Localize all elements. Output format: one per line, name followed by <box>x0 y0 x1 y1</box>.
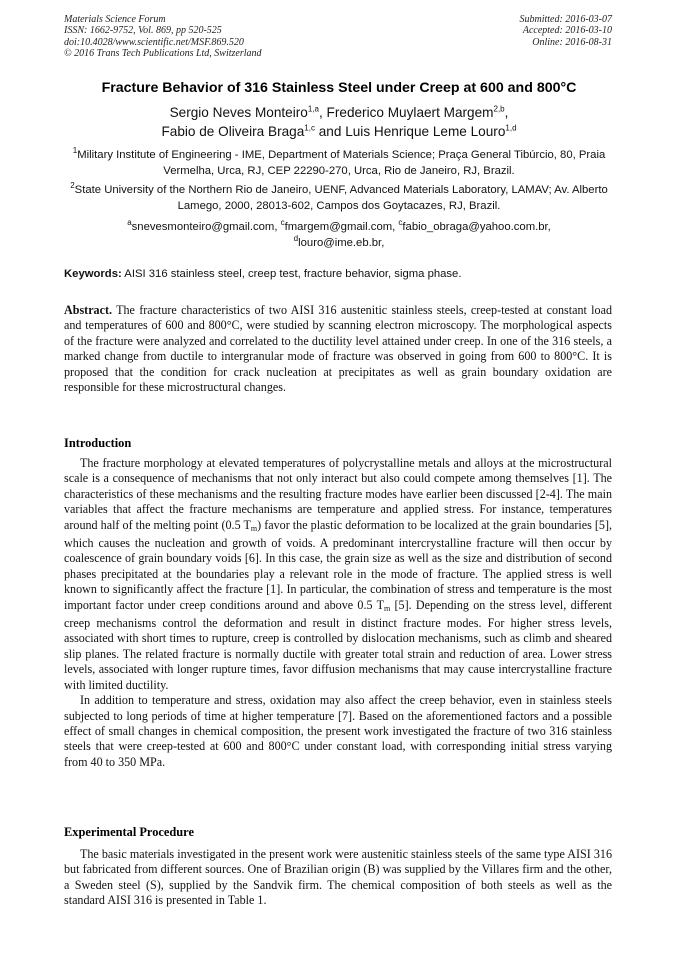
affiliation-sup: 2 <box>70 181 75 191</box>
email-b[interactable]: fmargem@gmail.com <box>284 221 393 233</box>
copyright-line: © 2016 Trans Tech Publications Ltd, Switzerland <box>64 47 262 59</box>
author-name: Frederico Muylaert Margem <box>326 105 494 120</box>
experimental-heading: Experimental Procedure <box>64 825 194 839</box>
submitted-date: Submitted: 2016-03-07 <box>519 14 612 25</box>
email-c[interactable]: fabio_obraga@yahoo.com.br <box>402 221 548 233</box>
experimental-body <box>64 847 612 909</box>
introduction-paragraph-1: The fracture morphology at elevated temperatures of polycrystalline metals and alloys at the microstructural scale is a consequence of mechanisms that not only interact but also could compete among themselves [1]. The characteristics of these mechanisms and the resulting fracture modes have earlier been discussed [2-4]. The main variables that affect the fracture mechanisms are temperature and applied stress. For instance, temperatures around half of the melting point (0.5 $T_m$) favor the plastic deformation to be localized at the grain boundaries [5], which causes the nucleation and growth of voids. A predominant intercrystalline fracture will then occur by coalescence of grain boundary voids [6]. In this case, the grain size as well as the size and distribution of second phases precipitated at the boundaries play a relevant role in the mode of fracture. The applied stress is well known to significantly affect the fracture [1]. In particular, the combination of stress and temperature is the most important factor under creep conditions around and above 0.5 $T_m$ [5]. Depending on the stress level, different creep mechanisms control the deformation and result in distinct fracture modes. For higher stress levels, associated with short times to rupture, creep is controlled by dislocation mechanisms, such as climb and sheared slip planes. The related fracture is normally ductile with greater total strain and reduction of area. Lower stress levels, associated with longer rupture times, favor diffusion mechanisms that may cause intercrystalline fracture with limited ductility. <box>64 456 612 692</box>
author-list <box>40 103 638 141</box>
introduction-body <box>64 456 612 770</box>
affiliation-2 <box>60 183 618 214</box>
affiliation-1 <box>60 148 618 179</box>
keywords <box>64 268 612 280</box>
journal-info <box>64 14 262 59</box>
author-name: Fabio de Oliveira Braga <box>161 124 305 139</box>
email-a[interactable]: snevesmonteiro@gmail.com <box>131 221 275 233</box>
author-sup: 2,b <box>493 104 505 114</box>
online-date: Online: 2016-08-31 <box>532 36 612 48</box>
introduction-heading: Introduction <box>64 436 132 450</box>
author-sup: 1,c <box>304 123 315 133</box>
author-sup: 1,d <box>505 123 517 133</box>
author-line-1: Sergio Neves Monteiro$^{1,a}$, Frederico Muylaert Margem$^{2,b}$, <box>169 104 509 120</box>
paper-title: Fracture Behavior of 316 Stainless Steel under Creep at 600 and 800°C <box>101 80 577 96</box>
affiliation-text: Military Institute of Engineering - IME, Department of Materials Science; Praça General Tibúrcio, 80, Praia Vermelha, Urca, RJ, CEP 22290-270, Urca, Rio de Janeiro, RJ, Brazil. <box>77 149 606 177</box>
dates-info <box>520 14 613 48</box>
affiliation-sup: 1 <box>72 146 78 156</box>
abstract <box>64 303 612 395</box>
author-sup: 1,a <box>307 104 319 114</box>
introduction-paragraph-2: In addition to temperature and stress, oxidation may also affect the creep behavior, even in stainless steels subjected to long periods of time at higher temperature [7]. Based on the aforementioned factors and a possible effect of small changes in chemical composition, the present work investigated the fracture of two 316 stainless steels that were creep-tested at 600 and 800°C under constant load, with corresponding initial stress varying from 40 to 350 MPa. <box>64 693 612 769</box>
doi-line: doi:10.4028/www.scientific.net/MSF.869.520 <box>64 36 244 48</box>
author-name: Luis Henrique Leme Louro <box>345 124 506 139</box>
experimental-paragraph-1: The basic materials investigated in the present work were austenitic stainless steels of the same type AISI 316 but fabricated from different sources. One of Brazilian origin (B) was supplied by the Villares firm and the other, a Sweden steel (S), supplied by the Sandvik firm. The chemical composition of both steels as well as the standard AISI 316 is presented in Table 1. <box>64 847 612 908</box>
keywords-label: Keywords: <box>64 268 122 280</box>
abstract-text: The fracture characteristics of two AISI 316 austenitic stainless steels, creep-tested at constant load and temperatures of 600 and 800°C, were studied by scanning electron microscopy. The morphological aspects of the fracture were analyzed and correlated to the ductility level attained under creep. In one of the 316 steels, a marked change from ductile to intergranular mode of fracture was observed in going from 600 to 800°C. It is proposed that the condition for crack nucleation at precipitates as well as grain boundary oxidation are responsible for these microstructural changes. <box>64 303 613 395</box>
author-line-2: Fabio de Oliveira Braga$^{1,c}$ and Luis Henrique Leme Louro$^{1,d}$ <box>161 123 517 139</box>
affiliation-text: State University of the Northern Rio de Janeiro, UENF, Advanced Materials Laboratory, LAMAV; Av. Alberto Lamego, 2000, 28013-602, Campos dos Goytacazes, RJ, Brazil. <box>74 184 608 212</box>
email-list: $^a$snevesmonteiro@gmail.com, $^c$fmargem@gmail.com, $^c$fabio_obraga@yahoo.com.br, $^d$louro@ime.eb.br, <box>127 218 551 249</box>
accepted-date: Accepted: 2016-03-10 <box>522 25 612 37</box>
author-name: Sergio Neves Monteiro <box>169 105 308 120</box>
journal-name: Materials Science Forum <box>64 14 166 25</box>
email-d[interactable]: louro@ime.eb.br <box>298 236 382 249</box>
keywords-text: AISI 316 stainless steel, creep test, fracture behavior, sigma phase. <box>124 268 462 280</box>
issn-line: ISSN: 1662-9752, Vol. 869, pp 520-525 <box>64 25 222 37</box>
abstract-label: Abstract. <box>64 303 113 317</box>
